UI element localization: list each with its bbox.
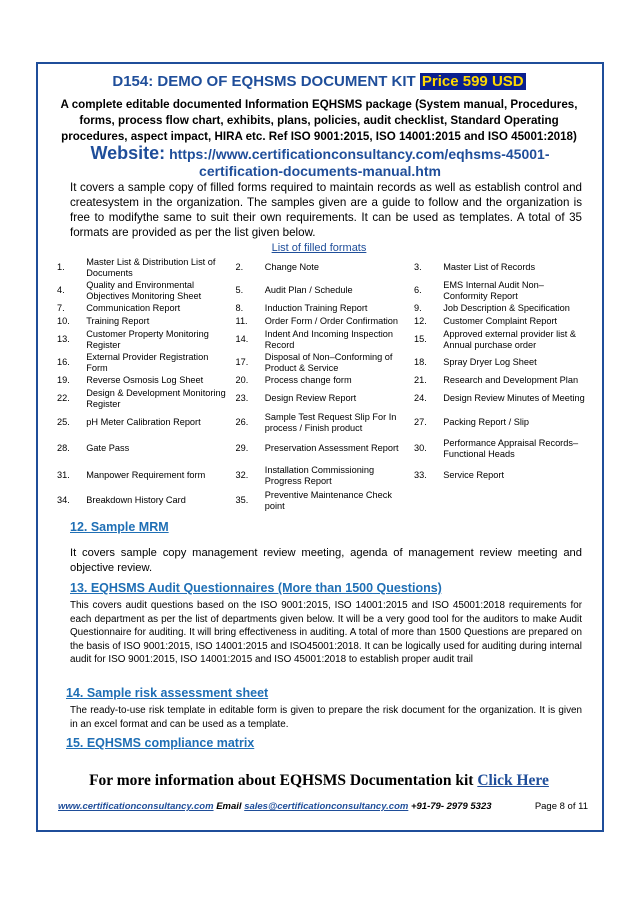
format-name: Installation Commissioning Progress Report (264, 465, 375, 486)
format-name: Induction Training Report (264, 303, 368, 314)
format-number: 12. (413, 316, 427, 327)
format-number: 9. (413, 303, 422, 314)
format-number: 29. (235, 443, 249, 454)
format-name: EMS Internal Audit Non–Conformity Report (443, 280, 544, 301)
format-name: Service Report (443, 470, 504, 481)
intro-summary: A complete editable documented Information EQHSMS package (System manual, Procedures, forms, process flow chart, exhibits, plans, policies, audit checklist, Standard Operating procedures, aspect impact, HIRA etc. Ref ISO 9001:2015, ISO 14001:2015 and ISO 45001:2018) (60, 98, 578, 143)
formats-row (55, 328, 590, 351)
formats-row (55, 315, 590, 328)
formats-row (55, 279, 590, 302)
format-number: 35. (235, 495, 249, 506)
formats-row (55, 435, 590, 462)
formats-table (55, 256, 590, 512)
formats-row (55, 489, 590, 512)
format-name: Customer Property Monitoring Register (86, 329, 209, 350)
format-name: Packing Report / Slip (443, 417, 530, 428)
more-info-line (0, 772, 638, 790)
formats-row (55, 387, 590, 410)
formats-row (55, 256, 590, 279)
format-number: 21. (413, 375, 427, 386)
page-number: Page 8 of 11 (534, 801, 588, 812)
format-name: Master List & Distribution List of Documents (86, 257, 216, 278)
format-number: 27. (413, 417, 427, 428)
format-name: Gate Pass (86, 443, 130, 454)
click-here-link[interactable]: Click Here (477, 772, 549, 789)
format-number: 1. (57, 262, 65, 273)
format-name: Manpower Requirement form (86, 470, 206, 481)
price-badge: Price 599 USD (421, 73, 524, 90)
more-info-text: For more information about EQHSMS Documentation kit (89, 772, 478, 789)
formats-list-title: List of filled formats (271, 242, 367, 254)
format-name (441, 489, 590, 512)
section-12-heading: 12. Sample MRM (70, 520, 169, 534)
format-name: Approved external provider list & Annual purchase order (443, 329, 577, 350)
format-name: pH Meter Calibration Report (86, 417, 201, 428)
format-name: Audit Plan / Schedule (264, 285, 353, 296)
format-name: Design Review Report (264, 393, 357, 404)
format-number: 23. (235, 393, 249, 404)
format-name: Change Note (264, 262, 319, 273)
format-number: 11. (235, 316, 248, 327)
format-name: Sample Test Request Slip For In process / Finish product (264, 412, 397, 433)
format-name: Indent And Incoming Inspection Record (264, 329, 393, 350)
format-number: 7. (57, 303, 65, 314)
format-name: Design & Development Monitoring Register (86, 388, 226, 409)
format-number (412, 489, 441, 512)
format-name: Customer Complaint Report (443, 316, 558, 327)
format-name: Performance Appraisal Records–Functional Heads (443, 438, 579, 459)
footer-email-label: Email (213, 801, 245, 812)
page-title (0, 73, 638, 90)
format-name: Communication Report (86, 303, 181, 314)
format-name: Master List of Records (443, 262, 536, 273)
format-number: 18. (413, 357, 427, 368)
section-14-text: The ready-to-use risk template in editable form is given to prepare the risk document for the organization. It is given in an excel format and can be used as a template. (70, 705, 582, 730)
format-number: 13. (57, 334, 70, 345)
format-number: 14. (235, 334, 249, 345)
footer-site-link[interactable]: www.certificationconsultancy.com (58, 801, 214, 812)
format-number: 5. (235, 285, 244, 296)
kit-description: It covers a sample copy of filled forms required to maintain records as well as establish control and createsystem in the organization. The samples given are a guide to follow and the organization is free to modifythe same to suit their own requirements. It can be used as templates. A total of 35 formats are provided as per the list given below. (70, 181, 582, 239)
formats-row (55, 374, 590, 387)
format-name: Disposal of Non–Conforming of Product & Service (264, 352, 393, 373)
format-number: 28. (57, 443, 70, 454)
format-number: 10. (57, 316, 70, 327)
format-name: Design Review Minutes of Meeting (443, 393, 585, 404)
format-number: 24. (413, 393, 427, 404)
format-name: External Provider Registration Form (86, 352, 209, 373)
format-name: Breakdown History Card (86, 495, 186, 506)
format-number: 20. (235, 375, 249, 386)
formats-row (55, 302, 590, 315)
section-13-heading: 13. EQHSMS Audit Questionnaires (More than 1500 Questions) (70, 581, 442, 595)
footer-phone: +91-79- 2979 5323 (408, 801, 492, 812)
format-number: 31. (57, 470, 70, 481)
format-number: 33. (413, 470, 427, 481)
format-number: 16. (57, 357, 70, 368)
section-15-heading: 15. EQHSMS compliance matrix (66, 736, 255, 750)
format-number: 25. (57, 417, 70, 428)
website-label: Website: (90, 143, 166, 163)
section-12-text: It covers sample copy management review meeting, agenda of management review meeting and objective review. (70, 547, 582, 574)
format-name: Research and Development Plan (443, 375, 579, 386)
format-number: 8. (235, 303, 244, 314)
footer-email-link[interactable]: sales@certificationconsultancy.com (244, 801, 409, 812)
format-number: 32. (235, 470, 249, 481)
format-number: 30. (413, 443, 427, 454)
format-number: 15. (413, 334, 427, 345)
format-name: Job Description & Specification (443, 303, 570, 314)
format-name: Training Report (86, 316, 150, 327)
format-number: 26. (235, 417, 249, 428)
format-name: Reverse Osmosis Log Sheet (86, 375, 204, 386)
format-number: 4. (57, 285, 65, 296)
website-line (60, 145, 580, 180)
format-name: Spray Dryer Log Sheet (443, 357, 537, 368)
format-name: Process change form (264, 375, 352, 386)
format-number: 34. (57, 495, 70, 506)
page-footer (58, 801, 588, 812)
section-14-heading: 14. Sample risk assessment sheet (66, 686, 269, 700)
formats-row (55, 410, 590, 435)
formats-row (55, 462, 590, 489)
format-number: 22. (57, 393, 70, 404)
format-name: Order Form / Order Confirmation (264, 316, 399, 327)
format-number: 2. (235, 262, 244, 273)
title-text: D154: DEMO OF EQHSMS DOCUMENT KIT (112, 73, 416, 90)
format-number: 19. (57, 375, 70, 386)
formats-row (55, 351, 590, 374)
website-link[interactable]: https://www.certificationconsultancy.com/eqhsms-45001-certification-documents-manual.htm (169, 146, 550, 179)
format-number: 6. (413, 285, 422, 296)
format-number: 3. (413, 262, 422, 273)
format-name: Quality and Environmental Objectives Monitoring Sheet (86, 280, 202, 301)
format-name: Preventive Maintenance Check point (264, 490, 392, 511)
format-number: 17. (235, 357, 249, 368)
section-13-text: This covers audit questions based on the ISO 9001:2015, ISO 14001:2015 and ISO 45001:2018 requirements for each department as per the list of departments given below. It will be a very good tool for the auditors to make Audit Questionnaire for auditing. It will bring effectiveness in auditing. A total of more than 1500 Questions are prepared on the basis of ISO 9001:2015, ISO 14001:2015 and ISO45001:2018. It can be logically used for auditing during internal audit for ISO 9001:2015, ISO 14001:2015 and ISO 45001:2018 to establish proper audit trail (70, 600, 582, 665)
format-name: Preservation Assessment Report (264, 443, 399, 454)
